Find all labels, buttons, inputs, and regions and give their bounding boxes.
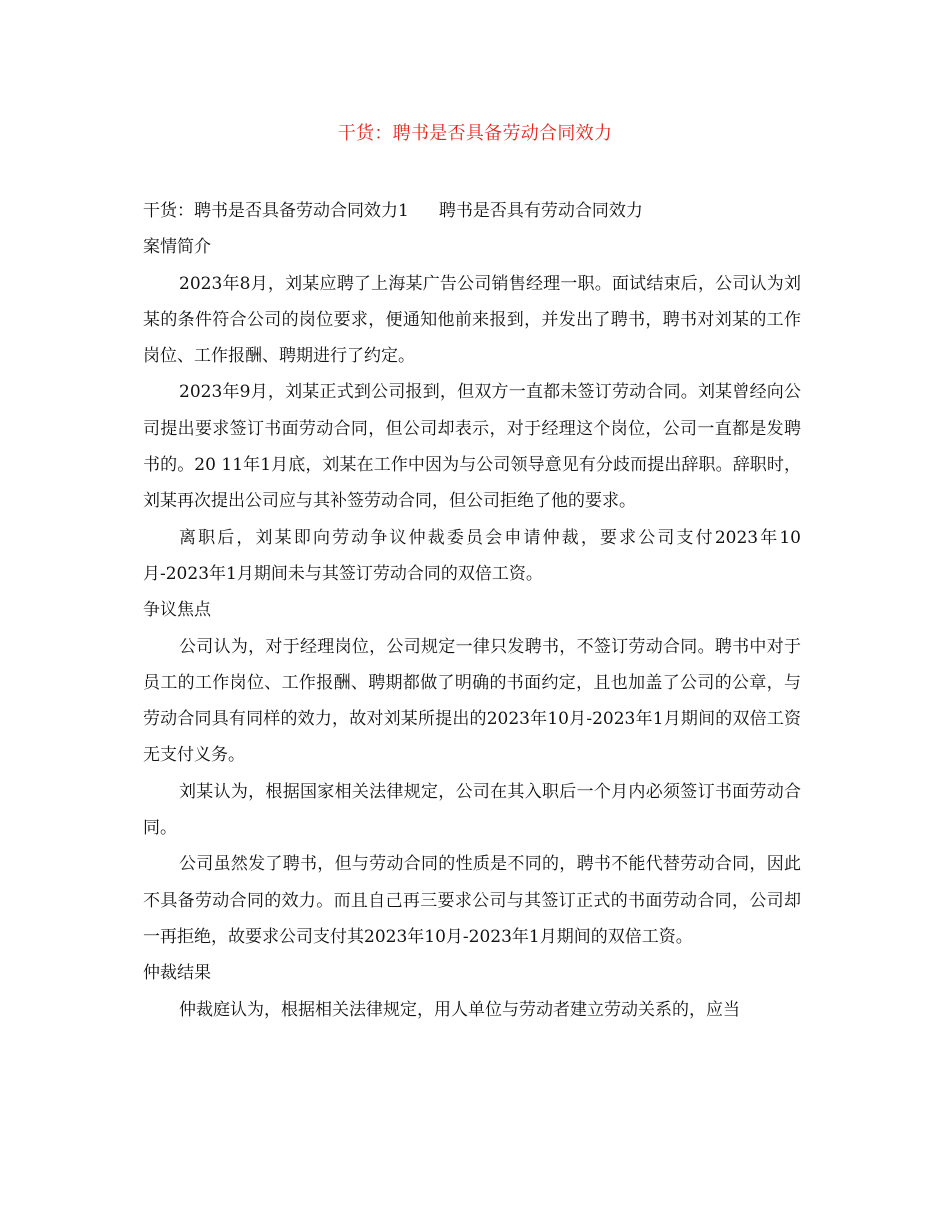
section-heading-case: 案情简介	[143, 237, 211, 258]
document-body	[143, 193, 801, 1028]
paragraph-6: 公司虽然发了聘书，但与劳动合同的性质是不同的，聘书不能代替劳动合同，因此不具备劳动合同的效力。而且自己再三要求公司与其签订正式的书面劳动合同，公司却一再拒绝，故要求公司支付其2023年10月-2023年1月期间的双倍工资。	[143, 854, 801, 947]
paragraph-3: 离职后，刘某即向劳动争议仲裁委员会申请仲裁，要求公司支付2023年10月-2023年1月期间未与其签订劳动合同的双倍工资。	[143, 527, 801, 584]
paragraph-4: 公司认为，对于经理岗位，公司规定一律只发聘书，不签订劳动合同。聘书中对于员工的工作岗位、工作报酬、聘期都做了明确的书面约定，且也加盖了公司的公章，与劳动合同具有同样的效力，故对刘某所提出的2023年10月-2023年1月期间的双倍工资无支付义务。	[143, 636, 801, 766]
subtitle-right: 聘书是否具有劳动合同效力	[438, 201, 643, 221]
subtitle-left: 干货：聘书是否具备劳动合同效力1	[143, 201, 409, 221]
paragraph-1: 2023年8月，刘某应聘了上海某广告公司销售经理一职。面试结束后，公司认为刘某的条件符合公司的岗位要求，便通知他前来报到，并发出了聘书，聘书对刘某的工作岗位、工作报酬、聘期进行了约定。	[143, 273, 801, 367]
subtitle-line	[143, 193, 801, 229]
paragraph-2: 2023年9月，刘某正式到公司报到，但双方一直都未签订劳动合同。刘某曾经向公司提出要求签订书面劳动合同，但公司却表示，对于经理这个岗位，公司一直都是发聘书的。20 11年1月底，刘某在工作中因为与公司领导意见有分歧而提出辞职。辞职时，刘某再次提出公司应与其补签劳动合同，但公司拒绝了他的要求。	[143, 382, 801, 512]
paragraph-5: 刘某认为，根据国家相关法律规定，公司在其入职后一个月内必须签订书面劳动合同。	[143, 781, 801, 839]
section-heading-dispute: 争议焦点	[143, 600, 211, 621]
paragraph-7: 仲裁庭认为，根据相关法律规定，用人单位与劳动者建立劳动关系的，应当	[179, 999, 740, 1020]
section-heading-result: 仲裁结果	[143, 963, 211, 984]
document-title: 干货：聘书是否具备劳动合同效力	[337, 123, 613, 144]
